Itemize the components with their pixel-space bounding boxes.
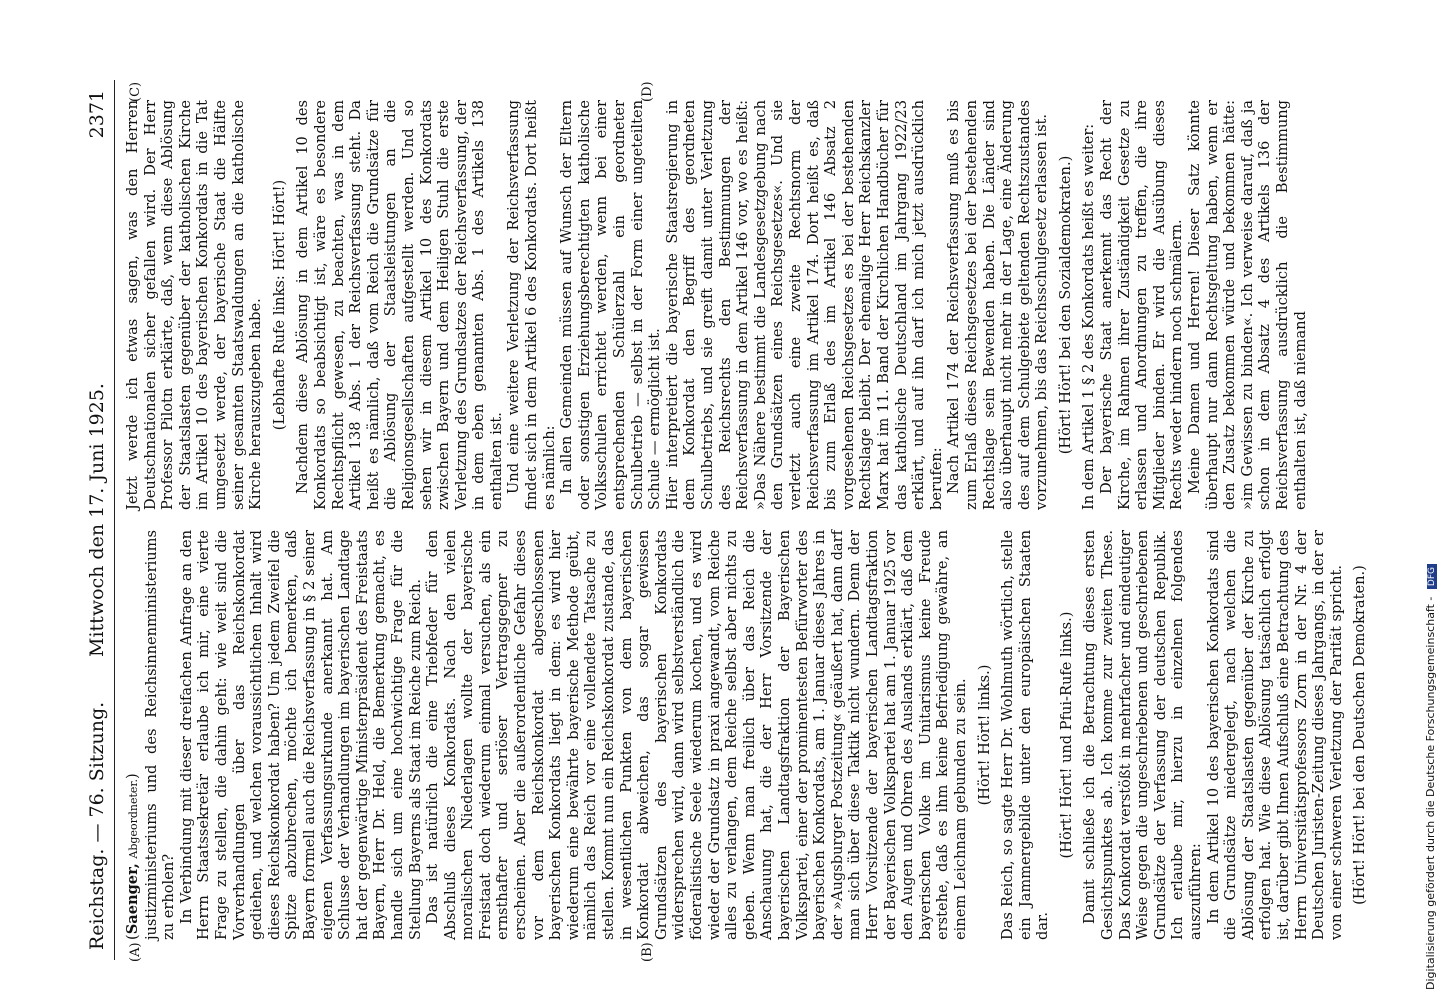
margin-marker-b: (B) <box>640 942 655 962</box>
header-page-number: 2371 <box>86 90 108 139</box>
interjection: (Lebhafte Rufe links: Hört! Hört!) <box>270 179 288 431</box>
interjection: (Hört! Hört! und Pfui-Rufe links.) <box>1057 611 1075 859</box>
speaker-name: Saenger, <box>124 863 141 935</box>
paragraph: Das Reich, so sagte Herr Dr. Wohlmuth wörtlich, stelle ein Jammergebilde unter den europäischen Staaten dar. <box>999 530 1052 940</box>
paragraph: In dem Artikel 10 des bayerischen Konkordats sind die Grundsätze niedergelegt, nach welchen die Ablösung der Staatslasten gegenüber der Kirche zu erfolgen hat. Wie diese Ablösung tatsächlich erfolgt ist, darüber gibt Ihnen Aufschluß eine Betrachtung des Herrn Universitätsprofessors Zorn in der Nr. 4 der Deutschen Juristen-Zeitung dieses Jahrgangs, in der er von einer schweren Verletzung der Parität spricht. <box>1204 530 1345 940</box>
paragraph: Damit schließe ich die Betrachtung dieses ersten Gesichtspunktes ab. Ich komme zur zweiten These. Das Konkordat verstößt in mehrfacher und eindeutiger Weise gegen die ungeschriebenen und geschriebenen Grundsätze der Verfassung der deutschen Republik. Ich erlaube mir, hierzu in einzelnen folgendes auszuführen: <box>1081 530 1205 940</box>
margin-marker-d: (D) <box>640 81 655 102</box>
paragraph: Das ist natürlich die eine Triebfeder für den Abschluß dieses Konkordats. Nach den vielen moralischen Niederlagen wollte der bayerische Freistaat doch wiederum einmal versuchen, als ein ernsthafter und seriöser Vertragsgegner zu erscheinen. Aber die außerordentliche Gefahr dieses vor dem Reichskonkordat abgeschlossenen bayerischen Konkordats liegt in dem: es wird hier wiederum eine bewährte bayerische Methode geübt, nämlich das Reich vor eine vollendete Tatsache zu stellen. Kommt nun ein Reichskonkordat zustande, das in wesentlichen Punkten von dem bayerischen Konkordat abweichen, das sogar gewissen Grundsätzen des bayerischen Konkordats widersprechen wird, dann wird selbstverständlich die föderalistische Seele wiederum kochen, und es wird wieder der Grundsatz in praxi angewandt, vom Reiche alles zu verlangen, dem Reiche selbst aber nichts zu geben. Wenn man freilich über das Reich die Anschauung hat, die der Herr Vorsitzende der bayerischen Landtagsfraktion der Bayerischen Volkspartei, einer der prominentesten Befürworter des bayerischen Konkordats, am 1. Januar dieses Jahres in der »Augsburger Postzeitung« geäußert hat, dann darf man sich über diese Taktik nicht wundern. Denn der Herr Vorsitzende der bayerischen Landtagsfraktion der Bayerischen Volkspartei hat am 1. Januar 1925 vor den Augen und Ohren des Auslands erklärt, daß dem bayerischen Volke im Unitarismus keine Freude erstehe, daß es ihm keine Befriedigung gewähre, an einem Leichnam gebunden zu sein. <box>424 530 969 940</box>
side-note <box>1412 10 1437 990</box>
right-column <box>124 100 1309 510</box>
dfg-logo: DFG <box>1427 564 1437 589</box>
page-header <box>80 80 115 960</box>
quoted-paragraph: In allen Gemeinden müssen auf Wunsch der Eltern oder sonstigen Erziehungsberechtigten katholische Volksschulen errichtet werden, wenn bei einer entsprechenden Schülerzahl ein geordneter Schulbetrieb — selbst in der Form einer ungeteilten Schule — ermöglicht ist. <box>558 100 664 510</box>
paragraph: In Verbindung mit dieser dreifachen Anfrage an den Herrn Staatssekretär erlaube ich mir, eine vierte Frage zu stellen, die dahin geht: wie weit sind die Vorverhandlungen über das Reichskonkordat gediehen, und welchen voraussichtlichen Inhalt wird dieses Reichskonkordat haben? Um jedem Zweifel die Spitze abzubrechen, möchte ich bemerken, daß Bayern formell auch die Reichsverfassung in § 2 seiner eigenen Verfassungsurkunde anerkannt hat. Am Schlusse der Verhandlungen im bayerischen Landtage hat der gegenwärtige Ministerpräsident des Freistaats Bayern, Herr Dr. Held, die Bemerkung gemacht, es handle sich um eine hochwichtige Frage für die Stellung Bayerns als Staat im Reiche zum Reich. <box>177 530 424 940</box>
paragraph: Jetzt werde ich etwas sagen, was den Herren Deutschnationalen sicher gefallen wird. Der Herr Professor Pilotn erklärte, daß, wenn diese Ablösung der Staatslasten gegenüber der katholischen Kirche im Artikel 10 des bayerischen Konkordats in die Tat umgesetzt werde, der bayerische Staat die Hälfte seiner gesamten Staatswaldungen an die katholische Kirche herauszugeben habe. <box>124 100 265 510</box>
left-column <box>124 530 1375 940</box>
margin-marker-a: (A) <box>128 942 143 962</box>
header-date: Mittwoch den 17. Juni 1925. <box>86 383 108 657</box>
margin-marker-c: (C) <box>128 81 143 102</box>
header-session: Reichstag. — 76. Sitzung. <box>86 701 108 950</box>
interjection: (Hört! Hört! bei den Deutschen Demokraten.) <box>1351 565 1369 905</box>
speaker-role: Abgeordneter. <box>127 779 140 859</box>
quoted-paragraph: Nach Artikel 174 der Reichsverfassung muß es bis zum Erlaß dieses Reichsgesetzes bei der bestehenden Rechtslage sein Bewenden haben. Die Länder sind also überhaupt nicht mehr in der Lage, eine Änderung des auf dem Schulgebiete geltenden Rechtszustandes vorzunehmen, bis das Reichsschulgesetz erlassen ist. <box>945 100 1051 510</box>
paragraph: Meine Damen und Herren! Dieser Satz könnte überhaupt nur dann Rechtsgeltung haben, wenn er den Zusatz bekommen würde und bekommen hätte: »im Gewissen zu binden«. Ich verweise darauf, daß ja schon in dem Absatz 4 des Artikels 136 der Reichsverfassung ausdrücklich die Bestimmung enthalten ist, daß niemand <box>1186 100 1309 510</box>
paragraph: Nachdem diese Ablösung in dem Artikel 10 des Konkordats so beabsichtigt ist, wäre es besondere Rechtspflicht gewesen, zu beachten, was in dem Artikel 138 Abs. 1 der Reichsverfassung steht. Da heißt es nämlich, daß vom Reich die Grundsätze für die Ablösung der Staatsleistungen an die Religionsgesellschaften aufgestellt werden. Und so sehen wir in diesem Artikel 10 des Konkordats zwischen Bayern und dem Heiligen Stuhl die erste Verletzung des Grundsatzes der Reichsverfassung, der in dem eben genannten Abs. 1 des Artikels 138 enthalten ist. <box>294 100 505 510</box>
paragraph: justizministeriums und des Reichsinnenministeriums zu erholen? <box>142 530 178 940</box>
speaker-line: (Saenger, Abgeordneter.) <box>124 773 141 940</box>
digitization-credit: Digitalisierung gefördert durch die Deutsche Forschungsgemeinschaft - <box>1424 596 1437 990</box>
paragraph: Und eine weitere Verletzung der Reichsverfassung findet sich in dem Artikel 6 des Konkordats. Dort heißt es nämlich: <box>505 100 558 510</box>
quoted-paragraph: Der bayerische Staat anerkennt das Recht der Kirche, im Rahmen ihrer Zuständigkeit Gesetze zu erlassen und Anordnungen zu treffen, die ihre Mitglieder binden. Er wird die Ausübung dieses Rechts weder hindern noch schmälern. <box>1098 100 1186 510</box>
paragraph: In dem Artikel 1 § 2 des Konkordats heißt es weiter: <box>1080 123 1098 510</box>
interjection: (Hört! Hört! bei den Sozialdemokraten.) <box>1056 155 1074 455</box>
side-note-text <box>1424 564 1437 990</box>
interjection: (Hört! Hört! links.) <box>975 664 993 806</box>
rotated-page-content <box>80 80 1400 960</box>
paragraph: Hier interpretiert die bayerische Staatsregierung in dem Konkordat den Begriff des geordneten Schulbetriebs, und sie greift damit unter Verletzung des Reichsrechts den Bestimmungen der Reichsverfassung in dem Artikel 146 vor, wo es heißt: »Das Nähere bestimmt die Landesgesetzgebung nach den Grundsätzen eines Reichsgesetzes«. Und sie verletzt auch eine zweite Rechtsnorm der Reichsverfassung im Artikel 174. Dort heißt es, daß bis zum Erlaß des im Artikel 146 Absatz 2 vorgesehenen Reichsgesetzes es bei der bestehenden Rechtslage bleibt. Der ehemalige Herr Reichskanzler Marx hat im 11. Band der Kirchlichen Handbücher für das katholische Deutschland im Jahrgang 1922/23 erklärt, und auf ihn darf ich mich jetzt ausdrücklich berufen: <box>663 100 945 510</box>
